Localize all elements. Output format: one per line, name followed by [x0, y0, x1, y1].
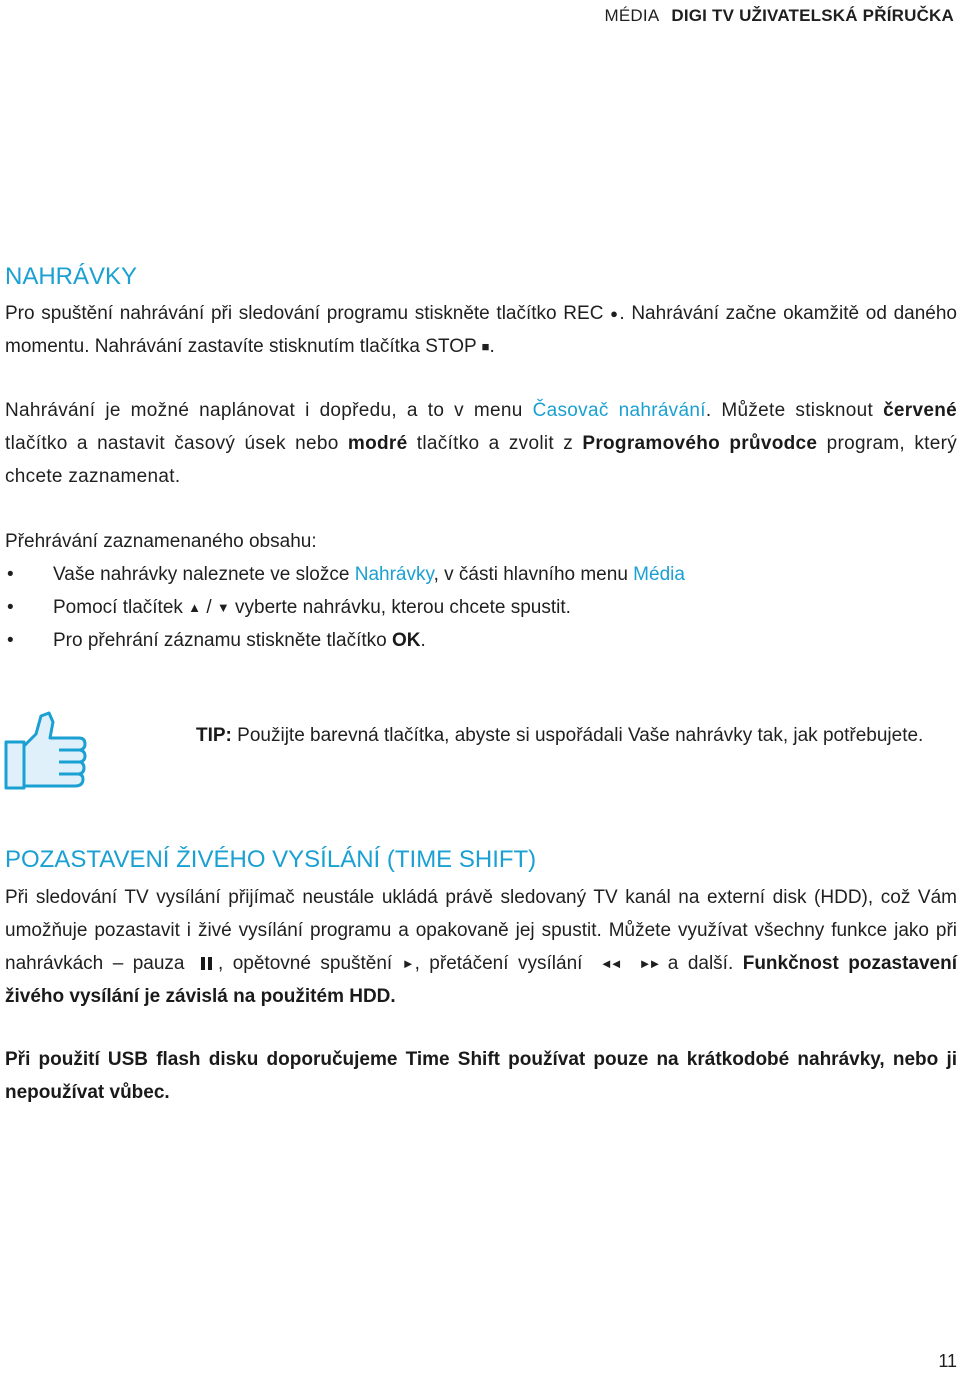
blue-button-label: modré: [347, 433, 408, 454]
timeshift-usb-note: [5, 1043, 957, 1109]
bullet: •: [7, 597, 14, 618]
header-section: MÉDIA: [604, 6, 659, 25]
list-item: [5, 624, 685, 657]
text: /: [201, 597, 217, 618]
page-number: 11: [938, 1351, 957, 1371]
tip-text: [196, 719, 958, 752]
text: Vaše nahrávky naleznete ve složce: [53, 564, 355, 585]
recordings-folder-link: Nahrávky: [354, 564, 434, 585]
fast-forward-icon: ►►: [638, 956, 659, 971]
text: Pro spuštění nahrávání při sledování programu stiskněte tlačítko REC: [5, 303, 611, 324]
playback-steps: [5, 558, 685, 657]
playback-intro: Přehrávání zaznamenaného obsahu:: [5, 531, 317, 552]
text: program, který chcete zaznamenat.: [5, 433, 957, 487]
hdd-dependency-note: Funkčnost pozastavení živého vysílání je závislá na použitém HDD.: [5, 953, 958, 1007]
thumbs-up-icon: [3, 706, 89, 792]
text: , přetáčení vysílání: [414, 953, 592, 974]
text: a další.: [658, 953, 743, 974]
text: .: [489, 336, 495, 357]
play-icon: ►: [401, 956, 415, 971]
pause-icon: [200, 957, 214, 970]
text: Použijte barevná tlačítka, abyste si uspořádali Vaše nahrávky tak, jak potřebujete.: [231, 725, 924, 746]
program-guide-label: Programového průvodce: [582, 433, 818, 454]
usb-warning: Při použití USB flash disku doporučujeme Time Shift používat pouze na krátkodobé nahrávky, nebo ji nepoužívat vůbec.: [5, 1049, 957, 1103]
rec-icon: ●: [610, 306, 620, 321]
text: vyberte nahrávku, kterou chcete spustit.: [229, 597, 571, 618]
header-title: DIGI TV UŽIVATELSKÁ PŘÍRUČKA: [671, 6, 954, 25]
page-header: [605, 6, 954, 26]
stop-icon: ■: [481, 339, 490, 354]
ok-button-label: OK: [392, 630, 421, 651]
text: , v části hlavního menu: [433, 564, 634, 585]
up-arrow-icon: ▲: [188, 600, 202, 615]
recordings-paragraph-2: [5, 394, 957, 493]
text: tlačítko a nastavit časový úsek nebo: [5, 433, 348, 454]
timeshift-heading: POZASTAVENÍ ŽIVÉHO VYSÍLÁNÍ (TIME SHIFT): [5, 846, 537, 873]
timer-menu-link: Časovač nahrávání: [532, 400, 706, 421]
text: Při sledování TV vysílání přijímač neustále ukládá právě sledovaný TV kanál na externí disk (HDD), což Vám umožňuje pozastavit i živé vysílání programu a opakovaně jej spustit. Můžete využívat všechny funkce jako při nahrávkách – pauza: [5, 887, 957, 974]
text: . Můžete stisknout: [705, 400, 884, 421]
list-item: [5, 591, 685, 624]
text: tlačítko a zvolit z: [407, 433, 583, 454]
list-item: [5, 558, 685, 591]
text: Nahrávání je možné naplánovat i dopředu, a to v menu: [5, 400, 533, 421]
down-arrow-icon: ▼: [216, 600, 230, 615]
text: .: [420, 630, 426, 651]
recordings-paragraph-1: [5, 297, 957, 363]
timeshift-paragraph-1: [5, 881, 957, 1013]
tip-label: TIP:: [196, 725, 232, 746]
recordings-heading: NAHRÁVKY: [5, 263, 138, 290]
text: . Nahrávání začne okamžitě od daného momentu. Nahrávání zastavíte stisknutím tlačítka STOP: [5, 303, 957, 357]
media-menu-link: Média: [633, 564, 685, 585]
red-button-label: červené: [883, 400, 957, 421]
text: Pomocí tlačítek: [53, 597, 189, 618]
rewind-icon: ◄◄: [599, 956, 620, 971]
bullet: •: [7, 630, 14, 651]
text: , opětovné spuštění: [217, 953, 402, 974]
bullet: •: [7, 564, 14, 585]
text: Pro přehrání záznamu stiskněte tlačítko: [53, 630, 392, 651]
